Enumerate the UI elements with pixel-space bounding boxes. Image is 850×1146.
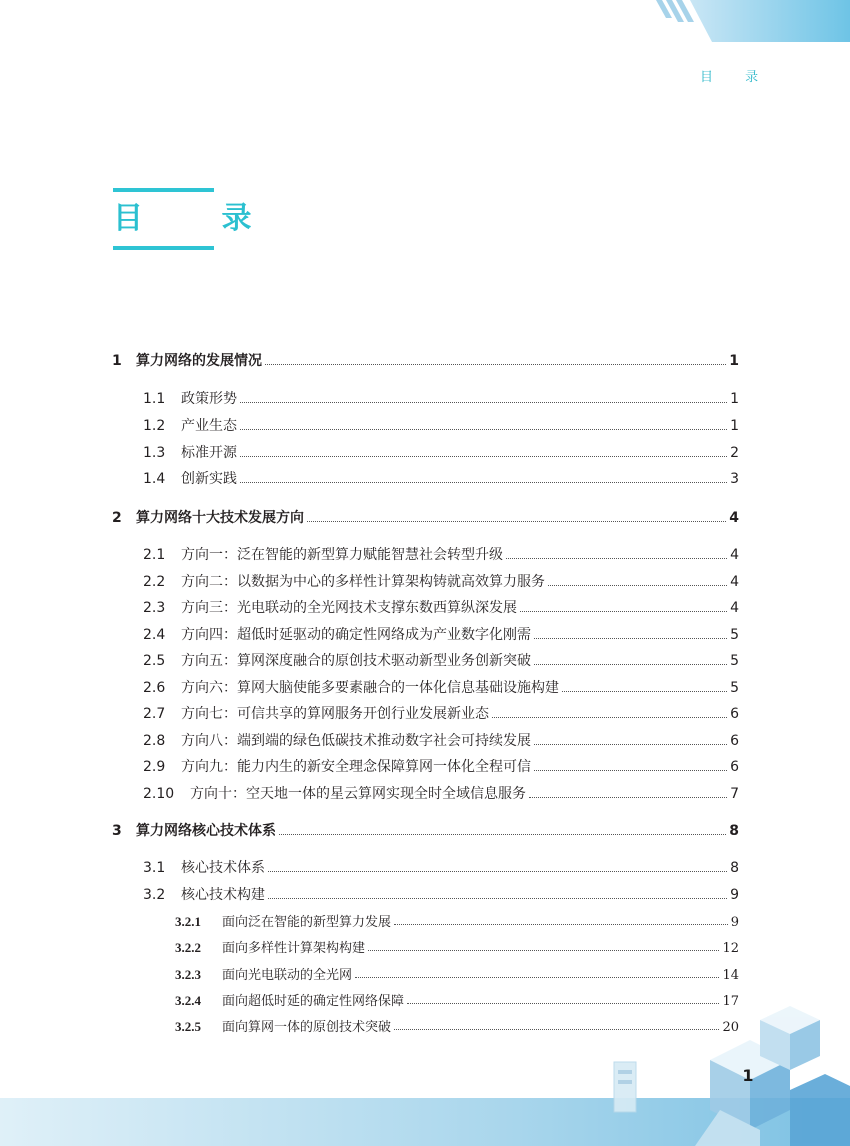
toc-page: 14 xyxy=(722,968,739,983)
toc-number: 3.2 xyxy=(143,887,166,903)
toc-page: 4 xyxy=(730,600,739,616)
toc-page: 17 xyxy=(722,994,739,1009)
toc-number: 1.4 xyxy=(143,471,166,487)
toc-page: 5 xyxy=(730,680,739,696)
toc-page: 6 xyxy=(730,759,739,775)
toc-page: 1 xyxy=(729,353,739,369)
toc-label: 方向十：空天地一体的星云算网实现全时全域信息服务 xyxy=(190,786,526,802)
toc-entry[interactable] xyxy=(143,571,739,591)
running-header: 目 录 xyxy=(700,70,773,85)
toc-label: 核心技术体系 xyxy=(181,860,265,876)
toc-label: 核心技术构建 xyxy=(181,887,265,903)
dot-leader xyxy=(394,924,728,925)
toc-label: 方向三：光电联动的全光网技术支撑东数西算纵深发展 xyxy=(181,600,517,616)
toc-entry[interactable] xyxy=(143,857,739,877)
dot-leader xyxy=(368,950,719,951)
toc-entry[interactable] xyxy=(175,964,739,983)
toc-entry[interactable] xyxy=(143,597,739,617)
toc-page: 4 xyxy=(730,547,739,563)
toc-page: 4 xyxy=(730,574,739,590)
toc-label: 算力网络的发展情况 xyxy=(136,353,262,369)
toc-page: 1 xyxy=(730,391,739,407)
toc-number: 2.1 xyxy=(143,547,166,563)
toc-number: 1.3 xyxy=(143,445,166,461)
toc-entry[interactable] xyxy=(143,624,739,644)
toc-number: 2.9 xyxy=(143,759,166,775)
dot-leader xyxy=(534,770,727,771)
toc-page: 8 xyxy=(729,823,739,839)
toc-entry[interactable] xyxy=(143,468,739,488)
toc-page: 5 xyxy=(730,627,739,643)
toc-number: 3.2.1 xyxy=(175,914,201,929)
toc-entry[interactable] xyxy=(143,544,739,564)
toc-number: 1.2 xyxy=(143,418,166,434)
dot-leader xyxy=(307,521,726,522)
toc-entry[interactable] xyxy=(143,884,739,904)
dot-leader xyxy=(268,871,727,872)
toc-label: 面向多样性计算架构构建 xyxy=(222,941,366,956)
toc-entry[interactable] xyxy=(143,388,739,408)
toc-label: 方向一：泛在智能的新型算力赋能智慧社会转型升级 xyxy=(181,547,503,563)
toc-label: 方向六：算网大脑使能多要素融合的一体化信息基础设施构建 xyxy=(181,680,559,696)
toc-number: 1.1 xyxy=(143,391,166,407)
dot-leader xyxy=(534,664,727,665)
toc-entry[interactable] xyxy=(143,677,739,697)
toc-entry[interactable] xyxy=(175,937,739,956)
toc-label: 产业生态 xyxy=(181,418,237,434)
toc-entry[interactable] xyxy=(143,730,739,750)
dot-leader xyxy=(240,482,727,483)
toc-label: 方向四：超低时延驱动的确定性网络成为产业数字化刚需 xyxy=(181,627,531,643)
toc-label: 方向五：算网深度融合的原创技术驱动新型业务创新突破 xyxy=(181,653,531,669)
toc-number: 3 xyxy=(112,823,122,839)
toc-label: 方向二：以数据为中心的多样性计算架构铸就高效算力服务 xyxy=(181,574,545,590)
toc-label: 算力网络十大技术发展方向 xyxy=(136,510,304,526)
toc-page: 5 xyxy=(730,653,739,669)
dot-leader xyxy=(548,585,727,586)
toc-number: 2.3 xyxy=(143,600,166,616)
dot-leader xyxy=(355,977,719,978)
toc-entry[interactable] xyxy=(112,820,739,840)
dot-leader xyxy=(240,429,727,430)
toc-entry[interactable] xyxy=(143,650,739,670)
toc-entry[interactable] xyxy=(175,911,739,930)
toc-page: 9 xyxy=(730,915,739,930)
toc-page: 4 xyxy=(729,510,739,526)
dot-leader xyxy=(529,797,727,798)
toc-entry[interactable] xyxy=(143,442,739,462)
dot-leader xyxy=(520,611,727,612)
toc-page: 6 xyxy=(730,733,739,749)
cube-decoration xyxy=(600,1000,850,1146)
toc-label: 面向超低时延的确定性网络保障 xyxy=(222,994,405,1009)
toc-number: 3.2.2 xyxy=(175,940,201,955)
toc-number: 3.2.3 xyxy=(175,967,201,982)
toc-page: 9 xyxy=(730,887,739,903)
toc-number: 2 xyxy=(112,510,122,526)
dot-leader xyxy=(240,456,727,457)
toc-page: 12 xyxy=(722,941,739,956)
toc-number: 3.2.4 xyxy=(175,993,201,1008)
toc-entry[interactable] xyxy=(112,350,739,370)
toc-number: 2.4 xyxy=(143,627,166,643)
toc-entry[interactable] xyxy=(143,415,739,435)
toc-page: 20 xyxy=(722,1020,739,1035)
dot-leader xyxy=(534,638,727,639)
toc-entry[interactable] xyxy=(143,703,739,723)
toc-label: 面向光电联动的全光网 xyxy=(222,968,353,983)
toc-label: 标准开源 xyxy=(181,445,237,461)
dot-leader xyxy=(240,402,727,403)
toc-label: 政策形势 xyxy=(181,391,237,407)
toc-label: 方向七：可信共享的算网服务开创行业发展新业态 xyxy=(181,706,489,722)
toc-entry[interactable] xyxy=(112,507,739,527)
page-number: 1 xyxy=(742,1066,754,1085)
toc-page: 6 xyxy=(730,706,739,722)
dot-leader xyxy=(265,364,726,365)
toc-number: 3.1 xyxy=(143,860,166,876)
toc-number: 2.5 xyxy=(143,653,166,669)
toc-label: 面向泛在智能的新型算力发展 xyxy=(222,915,392,930)
page-title: 目 录 xyxy=(113,201,286,236)
dot-leader xyxy=(279,834,726,835)
toc-entry[interactable] xyxy=(143,756,739,776)
toc-entry[interactable] xyxy=(143,783,739,803)
toc-label: 算力网络核心技术体系 xyxy=(136,823,276,839)
toc-number: 1 xyxy=(112,353,122,369)
toc-page: 2 xyxy=(730,445,739,461)
toc-page: 7 xyxy=(730,786,739,802)
toc-number: 2.6 xyxy=(143,680,166,696)
dot-leader xyxy=(534,744,727,745)
toc-number: 2.8 xyxy=(143,733,166,749)
toc-label: 面向算网一体的原创技术突破 xyxy=(222,1020,392,1035)
toc-label: 创新实践 xyxy=(181,471,237,487)
toc-number: 2.2 xyxy=(143,574,166,590)
dot-leader xyxy=(562,691,727,692)
toc-page: 1 xyxy=(730,418,739,434)
dot-leader xyxy=(506,558,727,559)
toc-page: 8 xyxy=(730,860,739,876)
dot-leader xyxy=(268,898,727,899)
toc-label: 方向九：能力内生的新安全理念保障算网一体化全程可信 xyxy=(181,759,531,775)
toc-page: 3 xyxy=(730,471,739,487)
toc-number: 2.10 xyxy=(143,786,175,802)
dot-leader xyxy=(492,717,727,718)
toc-label: 方向八：端到端的绿色低碳技术推动数字社会可持续发展 xyxy=(181,733,531,749)
toc-number: 3.2.5 xyxy=(175,1019,201,1034)
toc-number: 2.7 xyxy=(143,706,166,722)
